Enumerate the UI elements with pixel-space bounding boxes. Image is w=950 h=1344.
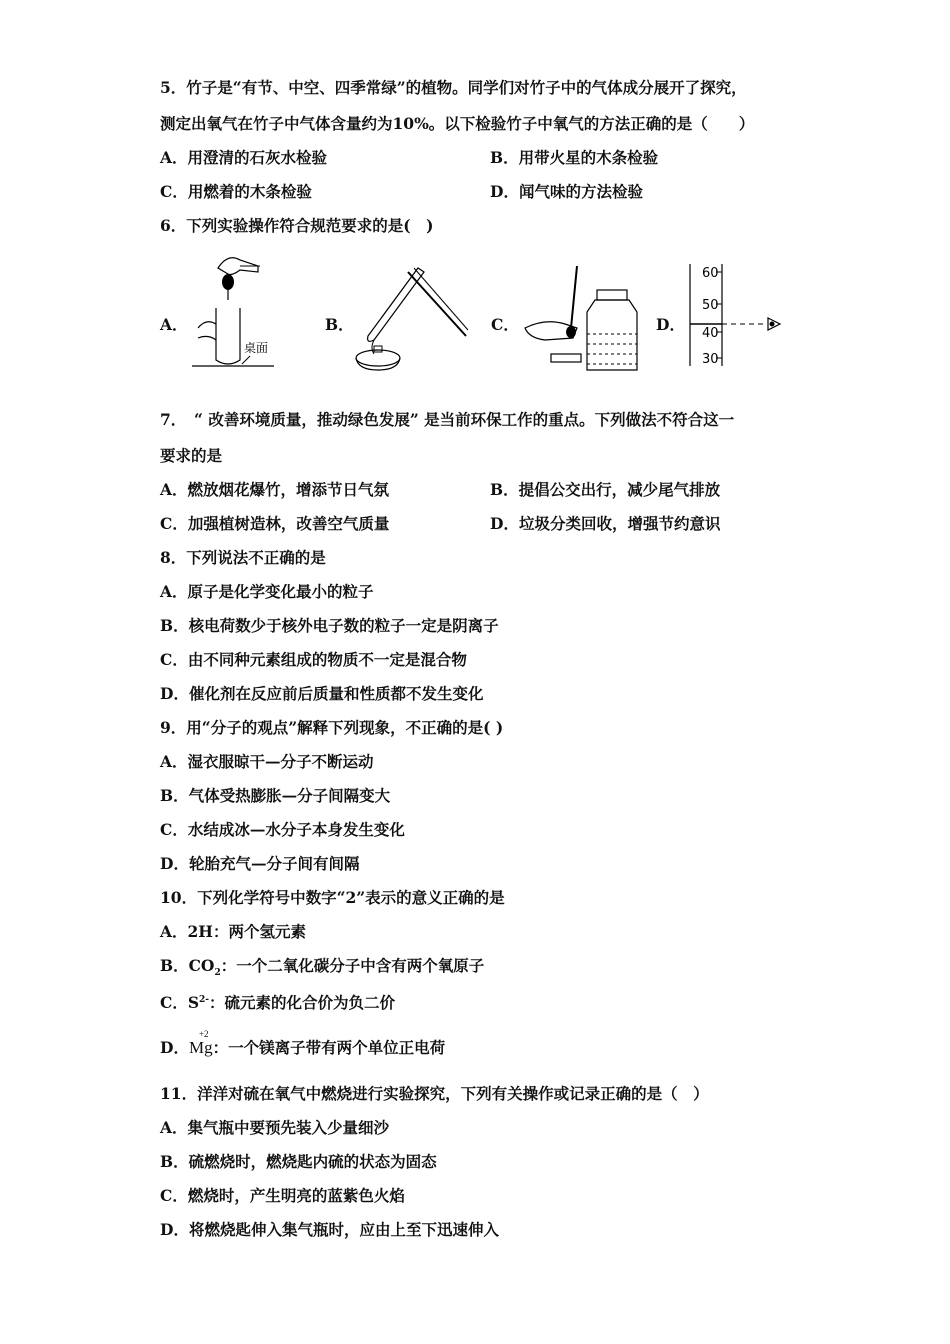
q10-option-a: A．2H：两个氢元素: [160, 922, 306, 941]
desk-label: 桌面: [244, 341, 269, 355]
q10-c-superscript: 2-: [199, 995, 210, 1005]
q10-d-symbol-wrap: [188, 1029, 213, 1057]
q9-option-b: B．气体受热膨胀—分子间隔变大: [160, 786, 391, 805]
tick-60: 60: [702, 266, 719, 281]
q5-stem-line2: 测定出氧气在竹子中气体含量约为10%。以下检验竹子中氧气的方法正确的是（ ）: [160, 114, 755, 133]
q9-stem: 9．用“分子的观点”解释下列现象，不正确的是( ): [160, 718, 504, 737]
q6-label-b: B．: [325, 315, 354, 334]
q7-option-a: A．燃放烟花爆竹，增添节日气氛: [160, 480, 390, 499]
q11-option-d: D．将燃烧匙伸入集气瓶时，应由上至下迅速伸入: [160, 1220, 499, 1239]
q5-option-c: C．用燃着的木条检验: [160, 182, 312, 201]
pouring-liquid-diagram: [515, 258, 655, 373]
q10-d-text: ：一个镁离子带有两个单位正电荷: [212, 1038, 446, 1057]
dropper-test-tube-diagram: [188, 248, 278, 370]
q9-option-d: D．轮胎充气—分子间有间隔: [160, 854, 360, 873]
tick-50: 50: [702, 298, 719, 313]
q8-option-d: D．催化剂在反应前后质量和性质都不发生变化: [160, 684, 484, 703]
q10-d-symbol: Mg: [188, 1038, 213, 1057]
tick-40: 40: [702, 326, 719, 341]
q8-stem: 8．下列说法不正确的是: [160, 548, 326, 567]
q10-c-prefix: C．S: [160, 993, 200, 1013]
q10-b-prefix: B．CO: [160, 956, 215, 975]
q9-option-c: C．水结成冰—水分子本身发生变化: [160, 820, 405, 839]
q10-d-valence: +2: [198, 1029, 209, 1039]
q5-stem-line1: 5．竹子是“有节、中空、四季常绿”的植物。同学们对竹子中的气体成分展开了探究，: [160, 78, 747, 97]
q7-option-b: B．提倡公交出行，减少尾气排放: [490, 480, 721, 499]
q11-option-b: B．硫燃烧时，燃烧匙内硫的状态为固态: [160, 1152, 437, 1171]
q6-label-d: D．: [656, 315, 685, 334]
q6-stem: 6．下列实验操作符合规范要求的是( ): [160, 216, 434, 235]
q6-label-a: A．: [160, 315, 188, 334]
graduated-cylinder-diagram: [682, 262, 792, 368]
tick-30: 30: [702, 352, 719, 367]
q10-c-text: ：硫元素的化合价为负二价: [209, 993, 396, 1013]
q10-b-subscript: 2: [214, 968, 221, 979]
q10-option-d: [160, 1029, 446, 1058]
heating-test-tube-diagram: [348, 258, 470, 373]
q7-option-c: C．加强植树造林，改善空气质量: [160, 514, 390, 533]
q10-d-prefix: D．: [160, 1038, 189, 1057]
q10-option-c: [160, 990, 395, 1013]
q8-option-b: B．核电荷数少于核外电子数的粒子一定是阴离子: [160, 616, 499, 635]
q6-label-c: C．: [491, 315, 519, 334]
q10-option-b: [160, 956, 484, 983]
q7-stem-line1: 7． “ 改善环境质量，推动绿色发展” 是当前环保工作的重点。下列做法不符合这一: [160, 410, 735, 429]
q10-b-text: ：一个二氧化碳分子中含有两个氧原子: [220, 956, 485, 975]
q11-stem: 11．洋洋对硫在氧气中燃烧进行实验探究，下列有关操作或记录正确的是（ ）: [160, 1084, 709, 1103]
q9-option-a: A．湿衣服晾干—分子不断运动: [160, 752, 374, 771]
q5-option-a: A．用澄清的石灰水检验: [160, 148, 328, 167]
q11-option-c: C．燃烧时，产生明亮的蓝紫色火焰: [160, 1186, 405, 1205]
q11-option-a: A．集气瓶中要预先装入少量细沙: [160, 1118, 390, 1137]
q7-stem-line2: 要求的是: [160, 446, 223, 465]
q8-option-c: C．由不同种元素组成的物质不一定是混合物: [160, 650, 467, 669]
q5-option-b: B．用带火星的木条检验: [490, 148, 659, 167]
q10-stem: 10．下列化学符号中数字“2”表示的意义正确的是: [160, 888, 505, 907]
q5-option-d: D．闻气味的方法检验: [490, 182, 643, 201]
q7-option-d: D．垃圾分类回收，增强节约意识: [490, 514, 721, 533]
q8-option-a: A．原子是化学变化最小的粒子: [160, 582, 374, 601]
